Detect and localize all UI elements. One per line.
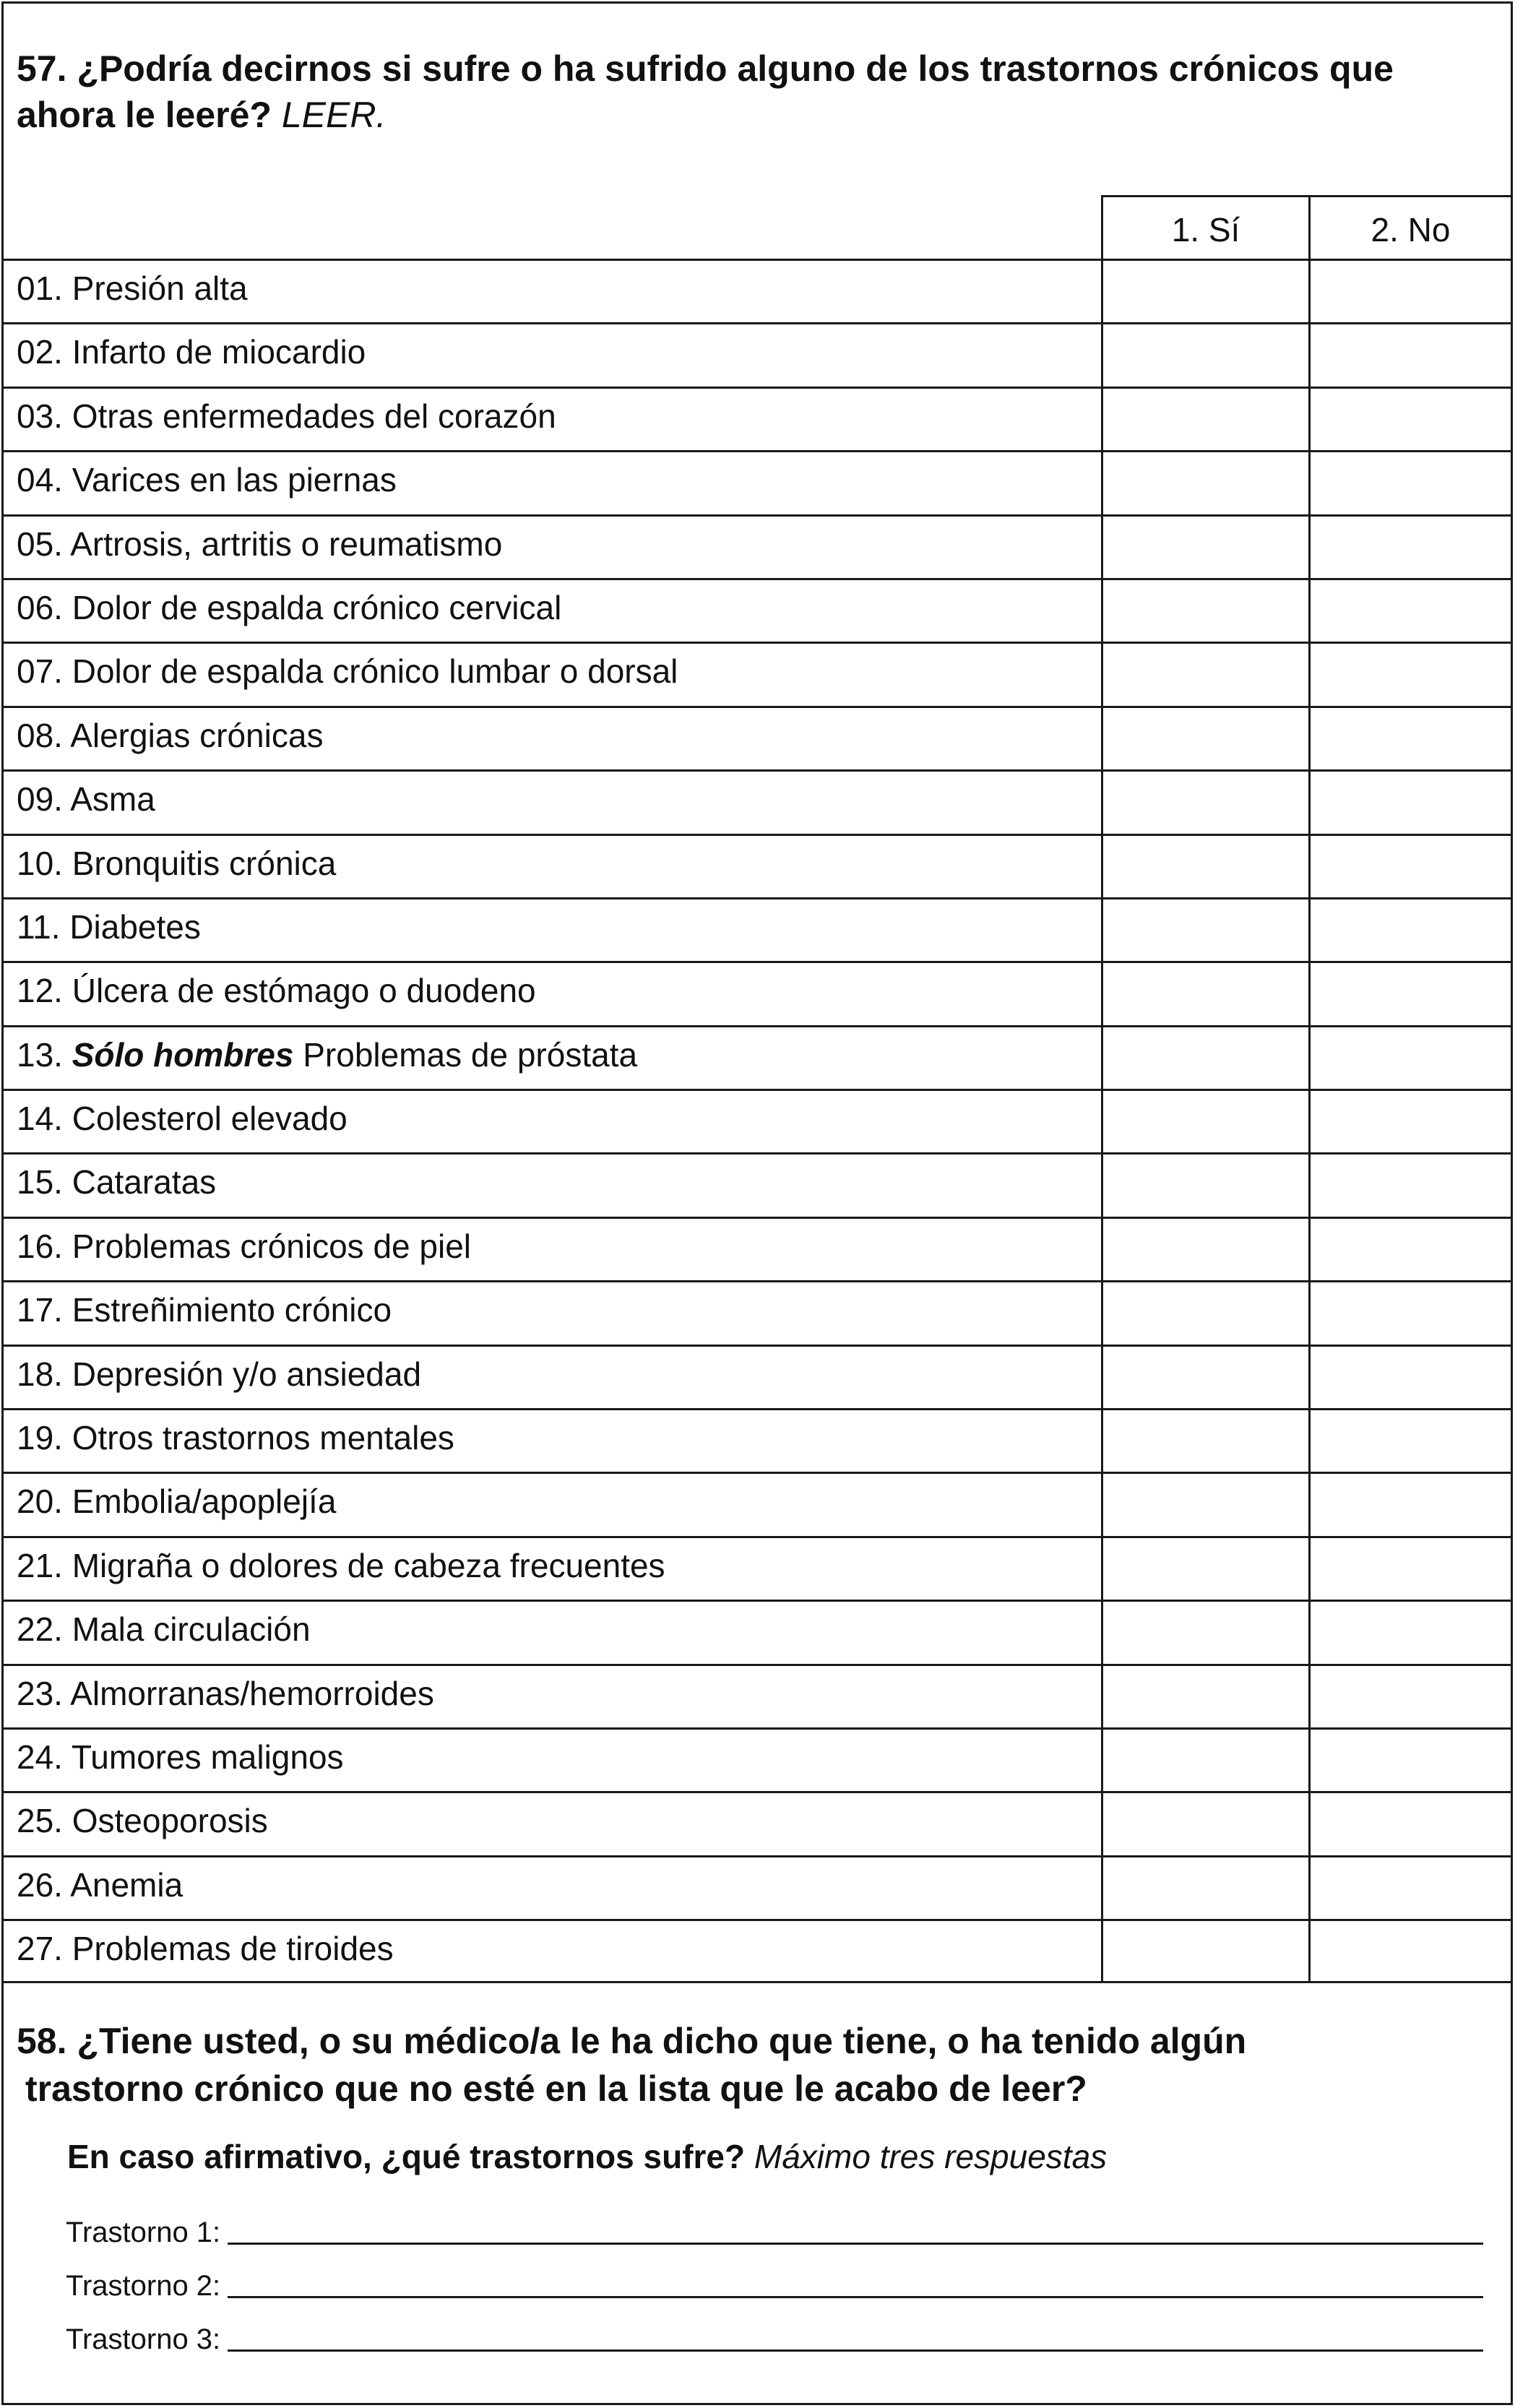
answer-cell-si[interactable] xyxy=(1101,963,1308,1024)
condition-label xyxy=(17,1035,637,1075)
answer-cell-no[interactable] xyxy=(1308,1410,1511,1472)
answer-cell-si[interactable] xyxy=(1101,1091,1308,1152)
condition-label: 01. Presión alta xyxy=(17,269,248,307)
answer-label-2: Trastorno 2: xyxy=(66,2270,221,2302)
answer-cell-si[interactable] xyxy=(1101,644,1308,705)
condition-label: 20. Embolia/apoplejía xyxy=(17,1483,337,1521)
answer-line-2[interactable] xyxy=(66,2262,1483,2303)
table-row xyxy=(4,961,1511,1024)
table-row xyxy=(4,1791,1511,1855)
answer-cell-no[interactable] xyxy=(1308,1666,1511,1727)
answer-cell-si[interactable] xyxy=(1101,1793,1308,1855)
answer-cell-si[interactable] xyxy=(1101,899,1308,961)
table-row xyxy=(4,322,1511,386)
answer-cell-si[interactable] xyxy=(1101,1538,1308,1600)
table-row xyxy=(4,259,1511,322)
table-row xyxy=(4,1727,1511,1791)
table-row xyxy=(4,1664,1511,1727)
table-row xyxy=(4,387,1511,450)
answer-cell-no[interactable] xyxy=(1308,1921,1511,1980)
condition-label: 24. Tumores malignos xyxy=(17,1738,344,1776)
answer-cell-si[interactable] xyxy=(1101,708,1308,769)
table-row xyxy=(4,1217,1511,1280)
table-body xyxy=(4,259,1511,1983)
answer-cell-no[interactable] xyxy=(1308,389,1511,450)
answer-line-3[interactable] xyxy=(66,2316,1483,2356)
table-row xyxy=(4,834,1511,897)
condition-label: 06. Dolor de espalda crónico cervical xyxy=(17,588,562,626)
condition-label: 25. Osteoporosis xyxy=(17,1802,268,1840)
question-58-subquestion xyxy=(67,2137,1107,2176)
question-57-table xyxy=(4,195,1511,1983)
condition-label: 23. Almorranas/hemorroides xyxy=(17,1674,434,1712)
question-58-title xyxy=(17,2017,1490,2113)
question-57-instruction: LEER. xyxy=(281,95,387,135)
questionnaire-page xyxy=(1,1,1513,2405)
table-row xyxy=(4,1152,1511,1216)
condition-label: 22. Mala circulación xyxy=(17,1610,311,1649)
answer-cell-no[interactable] xyxy=(1308,1730,1511,1791)
condition-label: 27. Problemas de tiroides xyxy=(17,1930,394,1968)
column-header-no: 2. No xyxy=(1308,195,1511,259)
answer-field-2[interactable] xyxy=(228,2296,1483,2298)
answer-cell-si[interactable] xyxy=(1101,1602,1308,1663)
condition-label: 08. Alergias crónicas xyxy=(17,716,324,754)
answer-cell-no[interactable] xyxy=(1308,1857,1511,1919)
answer-cell-no[interactable] xyxy=(1308,1219,1511,1280)
condition-label: 21. Migraña o dolores de cabeza frecuentes xyxy=(17,1546,665,1584)
table-row xyxy=(4,450,1511,514)
condition-label: 17. Estreñimiento crónico xyxy=(17,1291,392,1329)
answer-cell-si[interactable] xyxy=(1101,517,1308,578)
condition-label: 03. Otras enfermedades del corazón xyxy=(17,397,556,435)
answer-field-3[interactable] xyxy=(228,2349,1483,2352)
answer-cell-si[interactable] xyxy=(1101,324,1308,386)
table-row xyxy=(4,1345,1511,1408)
table-row xyxy=(4,642,1511,705)
answer-cell-si[interactable] xyxy=(1101,452,1308,514)
answer-cell-si[interactable] xyxy=(1101,772,1308,833)
subquestion-text: En caso afirmativo, ¿qué trastornos sufre? xyxy=(67,2138,746,2175)
answer-cell-si[interactable] xyxy=(1101,1347,1308,1408)
answer-cell-si[interactable] xyxy=(1101,1410,1308,1472)
answer-label-3: Trastorno 3: xyxy=(66,2323,221,2355)
question-58-line-1: 58. ¿Tiene usted, o su médico/a le ha dicho que tiene, o ha tenido algún xyxy=(17,2021,1247,2061)
answer-cell-si[interactable] xyxy=(1101,389,1308,450)
question-57-text: 57. ¿Podría decirnos si sufre o ha sufrido alguno de los trastornos crónicos que ahora le leeré? xyxy=(17,48,1394,135)
answer-cell-no[interactable] xyxy=(1308,963,1511,1024)
table-row xyxy=(4,1280,1511,1344)
answer-cell-si[interactable] xyxy=(1101,1155,1308,1216)
table-row xyxy=(4,1089,1511,1152)
answer-cell-si[interactable] xyxy=(1101,261,1308,322)
answer-cell-no[interactable] xyxy=(1308,261,1511,322)
answer-cell-si[interactable] xyxy=(1101,1219,1308,1280)
table-header xyxy=(4,195,1511,259)
condition-label: 10. Bronquitis crónica xyxy=(17,844,337,882)
table-row xyxy=(4,897,1511,961)
table-row xyxy=(4,706,1511,769)
table-row xyxy=(4,1536,1511,1600)
answer-cell-si[interactable] xyxy=(1101,1282,1308,1344)
answer-cell-no[interactable] xyxy=(1308,836,1511,897)
answer-cell-si[interactable] xyxy=(1101,1666,1308,1727)
answer-cell-no[interactable] xyxy=(1308,324,1511,386)
answer-field-1[interactable] xyxy=(228,2243,1483,2245)
answer-cell-no[interactable] xyxy=(1308,644,1511,705)
subquestion-instruction: Máximo tres respuestas xyxy=(754,2138,1108,2175)
condition-label: 18. Depresión y/o ansiedad xyxy=(17,1355,422,1393)
column-header-si: 1. Sí xyxy=(1101,195,1308,259)
answer-cell-no[interactable] xyxy=(1308,1027,1511,1089)
question-57-title xyxy=(17,46,1490,138)
answer-cell-no[interactable] xyxy=(1308,708,1511,769)
answer-cell-no[interactable] xyxy=(1308,1602,1511,1663)
condition-emphasis: Sólo hombres xyxy=(72,1035,294,1074)
condition-label: 26. Anemia xyxy=(17,1865,184,1904)
answer-cell-no[interactable] xyxy=(1308,772,1511,833)
answer-cell-no[interactable] xyxy=(1308,1793,1511,1855)
condition-label: 11. Diabetes xyxy=(17,907,201,946)
answer-cell-si[interactable] xyxy=(1101,1857,1308,1919)
answer-cell-no[interactable] xyxy=(1308,1538,1511,1600)
condition-text: Problemas de próstata xyxy=(303,1035,638,1074)
answer-cell-si[interactable] xyxy=(1101,580,1308,642)
answer-cell-si[interactable] xyxy=(1101,1474,1308,1535)
answer-cell-si[interactable] xyxy=(1101,1730,1308,1791)
table-row xyxy=(4,1025,1511,1089)
answer-cell-no[interactable] xyxy=(1308,1155,1511,1216)
answer-cell-si[interactable] xyxy=(1101,1921,1308,1980)
condition-label: 05. Artrosis, artritis o reumatismo xyxy=(17,525,503,563)
condition-label: 02. Infarto de miocardio xyxy=(17,333,366,371)
answer-cell-no[interactable] xyxy=(1308,452,1511,514)
answer-cell-no[interactable] xyxy=(1308,1282,1511,1344)
condition-label: 04. Varices en las piernas xyxy=(17,461,397,499)
answer-cell-no[interactable] xyxy=(1308,1474,1511,1535)
table-row xyxy=(4,514,1511,578)
table-row xyxy=(4,1472,1511,1535)
answer-cell-si[interactable] xyxy=(1101,1027,1308,1089)
table-row xyxy=(4,578,1511,642)
answer-cell-no[interactable] xyxy=(1308,1091,1511,1152)
condition-label: 07. Dolor de espalda crónico lumbar o dorsal xyxy=(17,652,678,691)
condition-label: 12. Úlcera de estómago o duodeno xyxy=(17,972,536,1010)
condition-label: 09. Asma xyxy=(17,780,155,819)
answer-cell-no[interactable] xyxy=(1308,580,1511,642)
table-row xyxy=(4,769,1511,833)
condition-label: 19. Otros trastornos mentales xyxy=(17,1419,454,1457)
table-row xyxy=(4,1919,1511,1982)
question-58-line-2: trastorno crónico que no esté en la lista que le acabo de leer? xyxy=(25,2068,1087,2109)
answer-label-1: Trastorno 1: xyxy=(66,2217,221,2248)
condition-label: 14. Colesterol elevado xyxy=(17,1100,348,1138)
answer-cell-no[interactable] xyxy=(1308,1347,1511,1408)
answer-cell-no[interactable] xyxy=(1308,517,1511,578)
answer-cell-no[interactable] xyxy=(1308,899,1511,961)
answer-line-1[interactable] xyxy=(66,2209,1483,2249)
condition-number: 13. xyxy=(17,1035,63,1074)
table-row xyxy=(4,1600,1511,1663)
answer-cell-si[interactable] xyxy=(1101,836,1308,897)
table-row xyxy=(4,1408,1511,1472)
table-row xyxy=(4,1855,1511,1919)
condition-label: 15. Cataratas xyxy=(17,1163,217,1201)
condition-label: 16. Problemas crónicos de piel xyxy=(17,1227,471,1265)
